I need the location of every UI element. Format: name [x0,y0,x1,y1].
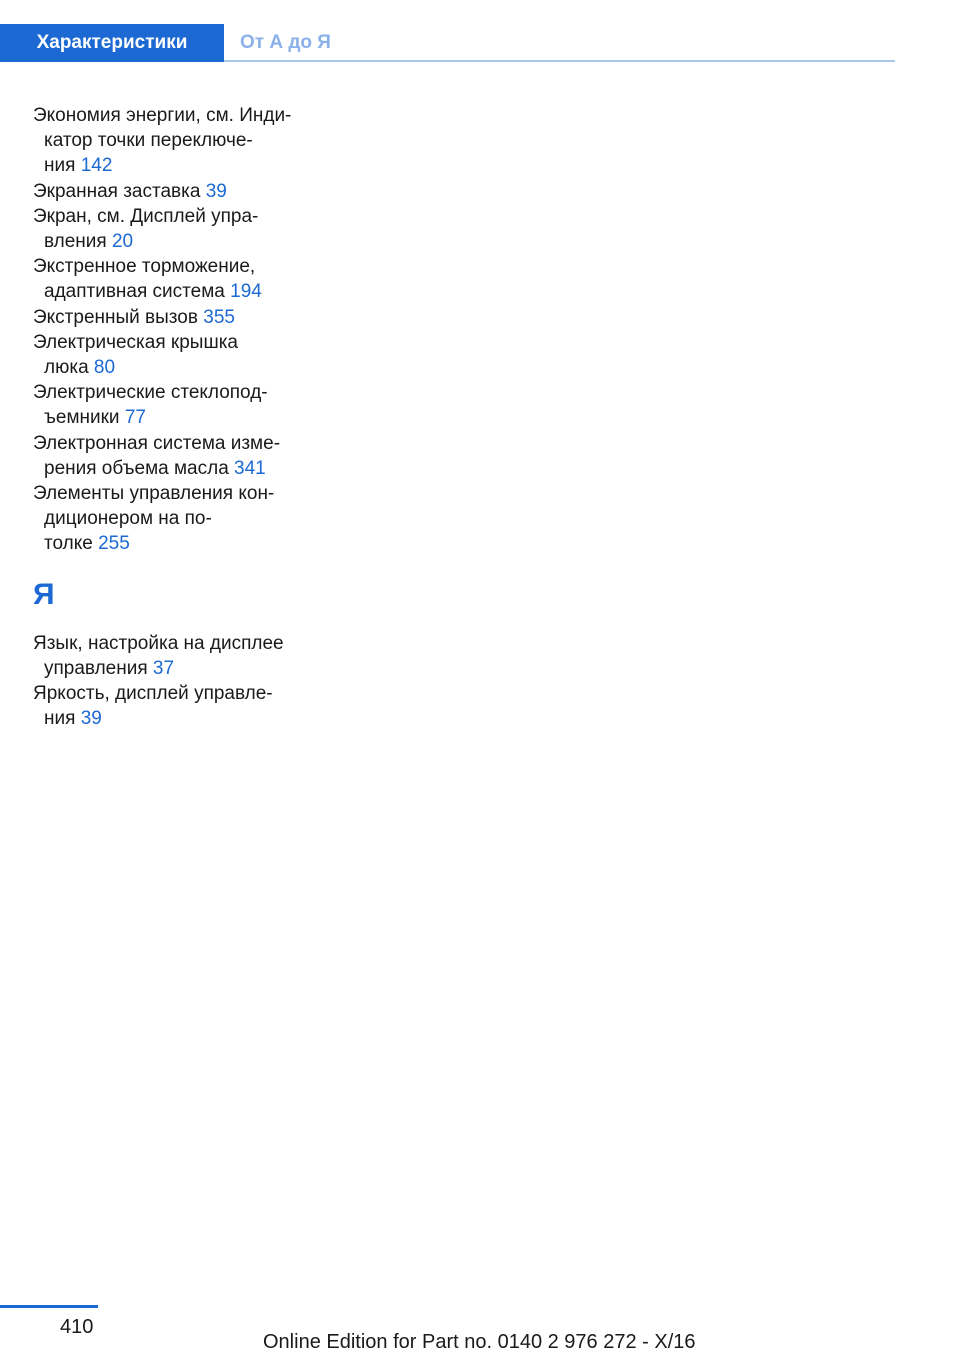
index-group-e [33,103,333,557]
index-entry-text-last: ния [44,155,81,177]
page-reference-link[interactable]: 355 [203,306,235,328]
index-entry [33,254,333,304]
page-reference-link[interactable]: 37 [152,657,175,679]
page-reference-link[interactable]: 142 [80,155,113,177]
index-entry-text-last: люка [44,357,94,379]
index-entry [33,330,333,380]
index-entry-text-last: рения объема масла [44,457,235,479]
index-entry-text-last: Экстренный вызов [33,306,204,328]
index-entry [33,631,333,681]
page-header [0,24,895,62]
index-entry [33,481,333,557]
index-entry-text: Элементы управления кон- [33,483,275,505]
index-entry-text-last: вления [44,231,112,253]
index-entry-text: Электронная система изме- [33,432,281,454]
index-entry-text: Электрические стеклопод- [33,382,268,404]
index-entry-text: Экономия энергии, см. Инди- [33,105,292,126]
index-entry-text [44,456,333,481]
index-entry-text-last: адаптивная система [44,281,231,303]
index-entry-text: Экран, см. Дисплей упра- [33,205,259,227]
index-entry-text [44,153,333,178]
index-entry-text [33,179,333,204]
index-entry-text: Язык, настройка на дисплее [33,632,284,654]
header-tab-characteristics[interactable]: Характеристики [0,24,224,62]
header-tab-a-to-z[interactable]: От А до Я [240,32,331,53]
index-entry [33,305,333,330]
index-entry-text [33,305,333,330]
section-letter-ya: Я [33,577,55,611]
index-entry [33,204,333,254]
page-reference-link[interactable]: 255 [98,533,130,555]
index-entry-text [44,531,333,556]
index-entry-text: Электрическая крышка [33,331,238,353]
index-entry-text: диционером на по- [44,508,212,530]
index-entry-text-last: Экранная заставка [33,180,206,202]
index-entry [33,380,333,430]
page-reference-link[interactable]: 194 [230,281,262,303]
page-reference-link[interactable]: 20 [111,231,134,253]
page-reference-link[interactable]: 39 [80,708,102,730]
index-entry-text: Экстренное торможение, [33,256,256,278]
index-entry [33,681,333,731]
page-reference-link[interactable]: 341 [234,457,266,479]
index-entry-text: катор точки переключе- [44,130,253,152]
index-content [33,103,333,731]
index-entry-text [44,405,333,430]
page-reference-link[interactable]: 39 [205,180,227,202]
page-number: 410 [60,1316,94,1338]
index-entry-text [44,355,333,380]
index-entry [33,103,333,179]
index-entry-text-last: ния [44,708,81,730]
index-group-ya [33,631,333,732]
index-entry-text [44,706,333,731]
index-entry-text-last: толке [44,533,99,555]
header-rule [224,60,895,62]
footer-edition: Online Edition for Part no. 0140 2 976 272 - X/16 [263,1331,696,1353]
index-entry-text-last: ъемники [44,407,125,429]
page-reference-link[interactable]: 80 [93,357,116,379]
page-reference-link[interactable]: 77 [124,407,146,429]
index-entry-text [44,229,333,254]
index-entry [33,431,333,481]
index-entry [33,179,333,204]
index-entry-text-last: управления [44,657,153,679]
index-entry-text [44,656,333,681]
index-entry-text [44,279,333,304]
footer-rule [0,1305,98,1308]
index-entry-text: Яркость, дисплей управле- [33,683,273,705]
